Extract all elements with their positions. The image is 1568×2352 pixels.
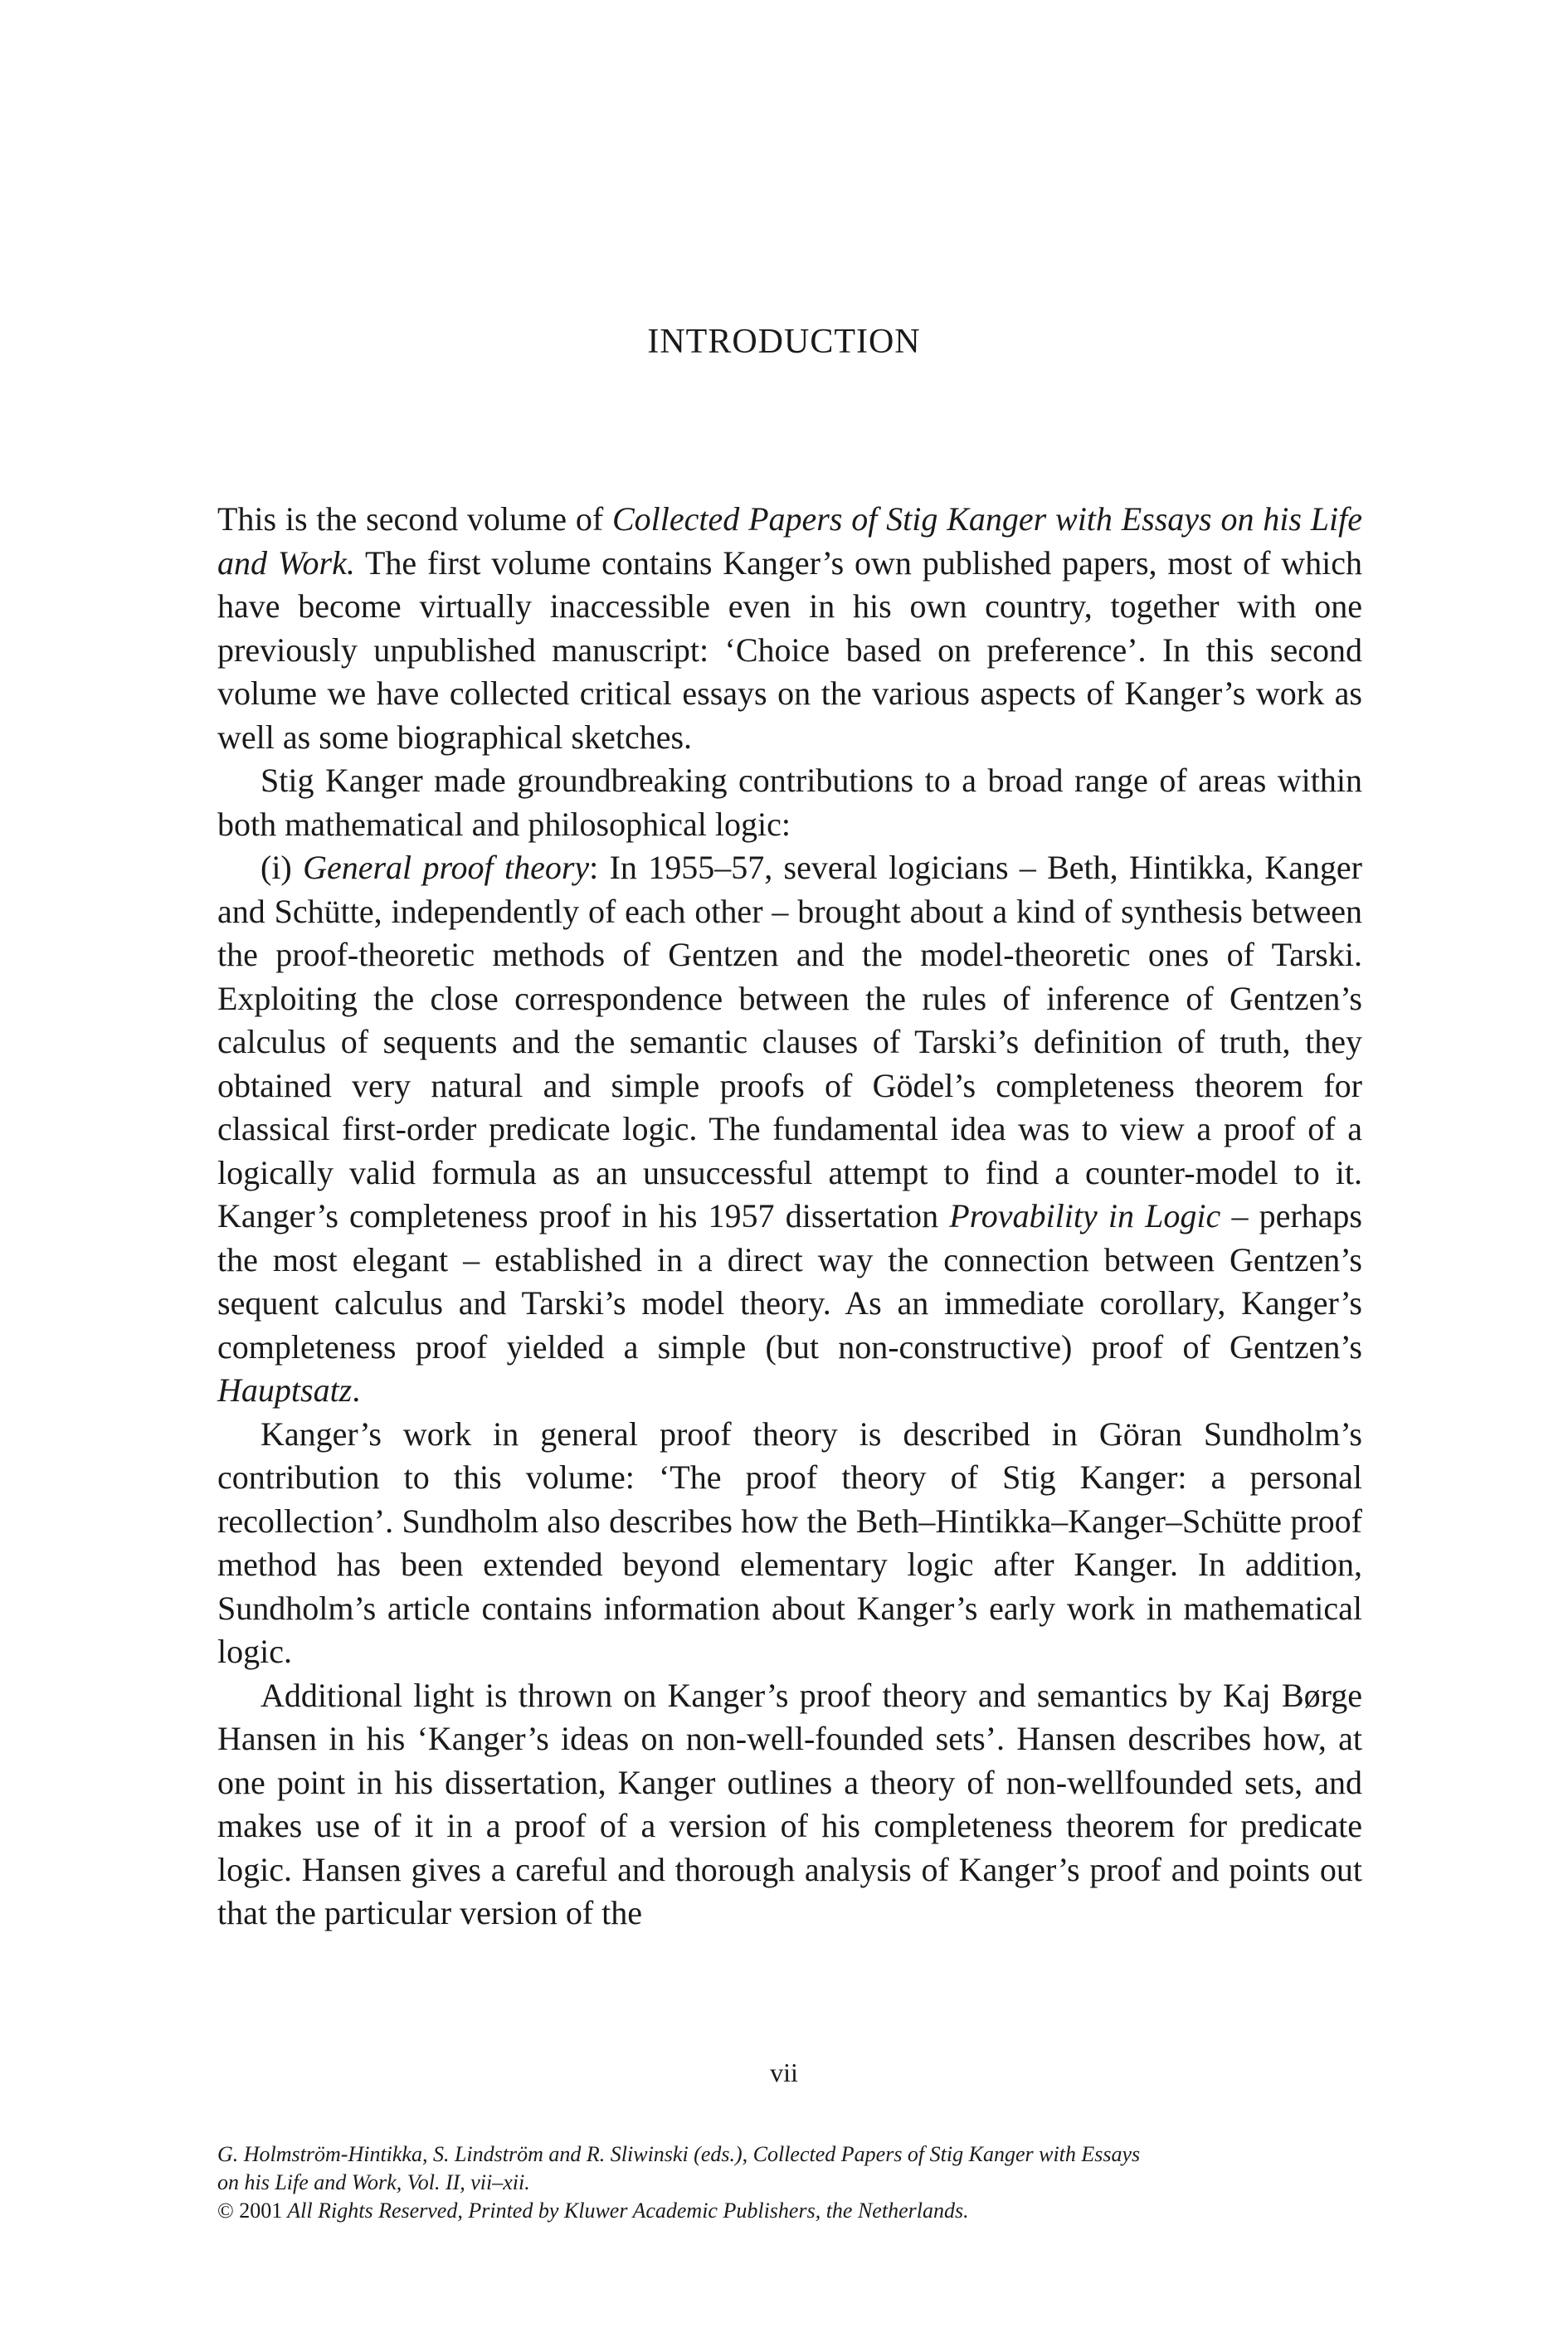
paragraph-5: Additional light is thrown on Kanger’s proof theory and semantics by Kaj Børge Hansen in his ‘Kanger’s ideas on non-well-founded sets’. Hansen describes how, at one point in his dissertation, Kanger outlines a theory of non-wellfounded sets, and makes use of it in a proof of a version of his completeness theorem for predicate logic. Hansen gives a careful and thorough analysis of Kanger’s proof and points out that the particular version of the [217, 1676, 1362, 1931]
dissertation-title: Provability in Logic [949, 1197, 1221, 1234]
footnote-copyright [217, 2197, 1362, 2225]
paragraph-1-text-c: The first volume contains Kanger’s own published papers, most of which have become virtually inaccessible even in his own country, together with one previously unpublished manuscript: ‘Choice based on preference’. In this second volume we have collected critical essays on the various aspects of Kanger’s work as well as some biographical sketches. [217, 543, 1362, 756]
paragraph-1 [217, 498, 1362, 759]
page-number: vii [770, 2057, 798, 2087]
body-text [217, 498, 1362, 1936]
general-proof-theory-term: General proof theory [303, 849, 590, 886]
book-title: Collected Papers of Stig Kanger with Essays on his Life and Work. [217, 500, 1362, 582]
paragraph-2: Stig Kanger made groundbreaking contributions to a broad range of areas within both mathematical and philosophical logic: [217, 762, 1362, 843]
paragraph-3-text-e: – perhaps the most elegant – established in a direct way the connection between Gentzen’s sequent calculus and Tarski’s model theory. As an immediate corollary, Kanger’s completeness proof yielded a simple (but non-constructive) proof of Gentzen’s [217, 1197, 1362, 1366]
footnote-citation-line-1: G. Holmström-Hintikka, S. Lindström and R. Sliwinski (eds.), Collected Papers of Stig Kanger with Essays [217, 2142, 1141, 2166]
hauptsatz-term: Hauptsatz [217, 1371, 353, 1409]
paragraph-3 [217, 846, 1362, 1413]
footnote [217, 2140, 1362, 2225]
paragraph-4: Kanger’s work in general proof theory is described in Göran Sundholm’s contribution to this volume: ‘The proof theory of Stig Kanger: a personal recollection’. Sundholm also describes how the Beth–Hintikka–Kanger–Schütte proof method has been extended beyond elementary logic after Kanger. In addition, Sundholm’s article contains information about Kanger’s early work in mathematical logic. [217, 1415, 1362, 1670]
page-title: INTRODUCTION [647, 323, 921, 361]
copyright-text: All Rights Reserved, Printed by Kluwer Academic Publishers, the Netherlands. [282, 2199, 969, 2223]
paragraph-1-text-a: This is the second volume of [217, 500, 612, 538]
paragraph-3-text-a: (i) [261, 849, 304, 886]
paragraph-3-text-c: : In 1955–57, several logicians – Beth, Hintikka, Kanger and Schütte, independently of each other – brought about a kind of synthesis between the proof-theoretic methods of Gentzen and the model-theoretic ones of Tarski. Exploiting the close correspondence between the rules of inference of Gentzen’s calculus of sequents and the semantic clauses of Tarski’s definition of truth, they obtained very natural and simple proofs of Gödel’s completeness theorem for classical first-order predicate logic. The fundamental idea was to view a proof of a logically valid formula as an unsuccessful attempt to find a counter-model to it. Kanger’s completeness proof in his 1957 dissertation [217, 849, 1362, 1234]
copyright-year: © 2001 [217, 2199, 283, 2223]
paragraph-3-text-g: . [352, 1371, 361, 1409]
footnote-citation-line-2: on his Life and Work, Vol. II, vii–xii. [217, 2170, 530, 2194]
